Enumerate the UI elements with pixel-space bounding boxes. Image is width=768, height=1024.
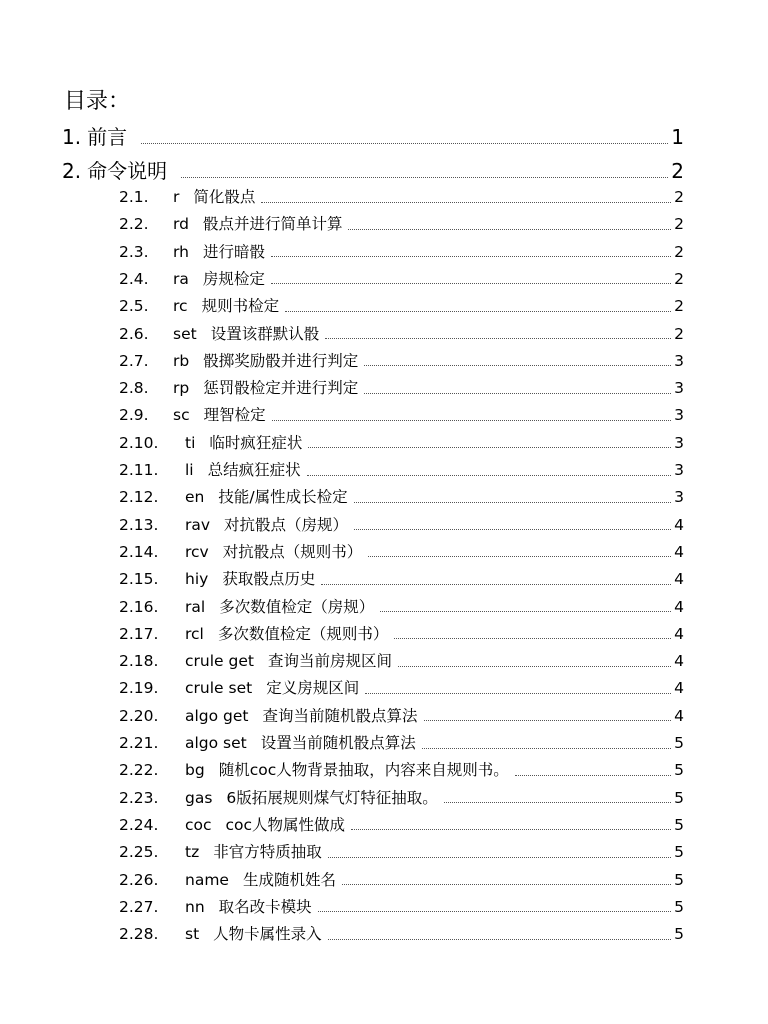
section-number: 2. — [62, 159, 82, 183]
item-number: 2.10. — [119, 433, 159, 452]
item-title: 规则书检定 — [201, 297, 280, 316]
toc-item[interactable] — [119, 622, 684, 644]
toc-item[interactable] — [119, 185, 684, 207]
page-number: 4 — [674, 706, 684, 725]
toc-item[interactable] — [119, 458, 684, 480]
page-number: 5 — [674, 815, 684, 834]
page-number: 4 — [674, 679, 684, 698]
toc-heading: 目录： — [64, 89, 131, 114]
toc-item[interactable] — [119, 895, 684, 917]
item-title: 对抗骰点（房规） — [224, 515, 349, 534]
item-title: 定义房规区间 — [266, 679, 360, 698]
page-number: 2 — [674, 188, 684, 206]
toc-item[interactable] — [119, 431, 684, 453]
item-number: 2.1. — [119, 188, 149, 206]
item-title: 获取骰点历史 — [222, 570, 316, 589]
item-title: 人物卡属性录入 — [213, 925, 322, 944]
section-title: 命令说明 — [87, 159, 168, 183]
dot-leader — [308, 447, 671, 448]
toc-item[interactable] — [119, 349, 684, 371]
item-number: 2.2. — [119, 215, 149, 234]
page-number: 3 — [674, 351, 684, 370]
item-command: rp — [173, 379, 190, 398]
dot-leader — [351, 829, 671, 830]
section-number: 1. — [62, 125, 82, 149]
toc-item[interactable] — [119, 403, 684, 425]
dot-leader — [394, 638, 671, 639]
page-number: 4 — [674, 652, 684, 671]
toc-item[interactable] — [119, 376, 684, 398]
dot-leader — [364, 393, 671, 394]
page-number: 2 — [671, 159, 684, 183]
item-number: 2.14. — [119, 542, 159, 561]
dot-leader — [328, 857, 671, 858]
item-number: 2.5. — [119, 297, 149, 316]
item-command: sc — [173, 406, 190, 425]
toc-item[interactable] — [119, 567, 684, 589]
page-number: 5 — [674, 788, 684, 807]
page-number: 5 — [674, 925, 684, 944]
item-title: 总结疯狂症状 — [207, 461, 301, 479]
toc-item[interactable] — [119, 758, 684, 780]
item-title: coc人物属性做成 — [225, 815, 346, 834]
item-command: crule get — [185, 652, 254, 671]
item-title: 随机coc人物背景抽取，内容来自规则书。 — [218, 761, 509, 780]
item-command: rav — [185, 515, 211, 534]
item-title: 生成随机姓名 — [242, 870, 336, 889]
item-title: 骰掷奖励骰并进行判定 — [203, 351, 359, 370]
item-command: coc — [185, 815, 212, 834]
item-command: set — [173, 324, 197, 343]
item-title: 对抗骰点（规则书） — [222, 542, 363, 561]
toc-item[interactable] — [119, 813, 684, 835]
item-number: 2.19. — [119, 679, 159, 698]
item-number: 2.4. — [119, 269, 149, 288]
item-command: algo get — [185, 706, 249, 725]
dot-leader — [141, 143, 668, 144]
item-number: 2.6. — [119, 324, 149, 343]
item-number: 2.12. — [119, 488, 159, 507]
item-command: tz — [185, 843, 200, 862]
toc-item[interactable] — [119, 267, 684, 289]
dot-leader — [321, 584, 671, 585]
toc-item[interactable] — [119, 786, 684, 808]
dot-leader — [271, 256, 671, 257]
item-number: 2.27. — [119, 897, 159, 916]
toc-item[interactable] — [119, 704, 684, 726]
toc-item[interactable] — [119, 294, 684, 316]
item-command: li — [185, 461, 194, 479]
item-title: 简化骰点 — [193, 188, 256, 206]
item-number: 2.9. — [119, 406, 149, 425]
item-command: st — [185, 925, 200, 944]
toc-item[interactable] — [119, 868, 684, 890]
page-number: 2 — [674, 324, 684, 343]
page-number: 5 — [674, 734, 684, 752]
toc-item[interactable] — [119, 322, 684, 344]
item-command: rd — [173, 215, 189, 234]
section-title: 前言 — [87, 125, 128, 149]
page-number: 4 — [674, 515, 684, 534]
toc-item[interactable] — [119, 212, 684, 234]
page-number: 5 — [674, 843, 684, 862]
item-title: 取名改卡模块 — [218, 897, 312, 916]
page-number: 5 — [674, 761, 684, 780]
page-number: 2 — [674, 269, 684, 288]
dot-leader — [354, 502, 672, 503]
item-command: rcv — [185, 542, 209, 561]
toc-item[interactable] — [119, 731, 684, 753]
item-command: rb — [173, 351, 190, 370]
item-title: 进行暗骰 — [202, 242, 265, 261]
dot-leader — [398, 666, 671, 667]
toc-item[interactable] — [119, 513, 684, 535]
item-title: 惩罚骰检定并进行判定 — [203, 379, 359, 398]
item-title: 理智检定 — [203, 406, 266, 425]
item-number: 2.26. — [119, 870, 159, 889]
item-command: crule set — [185, 679, 253, 698]
item-number: 2.11. — [119, 461, 159, 479]
item-number: 2.21. — [119, 734, 159, 752]
item-command: hiy — [185, 570, 209, 589]
toc-item[interactable] — [119, 540, 684, 562]
toc-item[interactable] — [119, 485, 684, 507]
item-number: 2.28. — [119, 925, 159, 944]
item-number: 2.25. — [119, 843, 159, 862]
item-command: rh — [173, 242, 189, 261]
toc-section-2[interactable] — [62, 155, 684, 184]
item-number: 2.13. — [119, 515, 159, 534]
page-number: 3 — [674, 379, 684, 398]
item-title: 设置该群默认骰 — [210, 324, 320, 343]
page-number: 5 — [674, 897, 684, 916]
item-number: 2.15. — [119, 570, 159, 589]
dot-leader — [285, 311, 671, 312]
item-command: bg — [185, 761, 205, 780]
toc-item[interactable] — [119, 676, 684, 698]
dot-leader — [325, 338, 671, 339]
dot-leader — [354, 529, 671, 530]
item-title: 骰点并进行简单计算 — [202, 215, 343, 234]
item-title: 技能/属性成长检定 — [218, 488, 348, 507]
item-title: 临时疯狂症状 — [209, 433, 303, 452]
page-number: 4 — [674, 624, 684, 643]
item-command: ti — [185, 433, 196, 452]
page-number: 2 — [674, 242, 684, 261]
dot-leader — [342, 884, 671, 885]
dot-leader — [422, 748, 671, 749]
dot-leader — [261, 202, 671, 203]
item-number: 2.22. — [119, 761, 159, 780]
item-title: 多次数值检定（规则书） — [217, 624, 389, 643]
dot-leader — [348, 229, 671, 230]
item-number: 2.16. — [119, 597, 159, 616]
toc-item[interactable] — [119, 922, 684, 944]
dot-leader — [328, 939, 671, 940]
item-title: 多次数值检定（房规） — [219, 597, 375, 616]
dot-leader — [181, 177, 668, 178]
item-title: 查询当前房规区间 — [267, 652, 392, 671]
item-number: 2.23. — [119, 788, 159, 807]
item-number: 2.3. — [119, 242, 149, 261]
toc-item[interactable] — [119, 649, 684, 671]
page-number: 3 — [674, 433, 684, 452]
dot-leader — [364, 365, 671, 366]
page-number: 1 — [671, 125, 684, 149]
item-number: 2.17. — [119, 624, 159, 643]
dot-leader — [307, 475, 671, 476]
item-number: 2.8. — [119, 379, 149, 398]
page-number: 3 — [674, 461, 684, 479]
dot-leader — [380, 611, 671, 612]
page-number: 2 — [674, 297, 684, 316]
dot-leader — [271, 283, 671, 284]
page-number: 4 — [674, 542, 684, 561]
item-title: 房规检定 — [202, 269, 265, 288]
dot-leader — [365, 693, 671, 694]
dot-leader — [424, 720, 672, 721]
item-command: rcl — [185, 624, 204, 643]
dot-leader — [444, 802, 671, 803]
item-command: nn — [185, 897, 205, 916]
item-number: 2.24. — [119, 815, 159, 834]
dot-leader — [318, 911, 671, 912]
toc-item[interactable] — [119, 240, 684, 262]
item-title: 6版拓展规则煤气灯特征抽取。 — [226, 788, 438, 807]
item-command: rc — [173, 297, 188, 316]
item-title: 设置当前随机骰点算法 — [260, 734, 416, 752]
toc-item[interactable] — [119, 595, 684, 617]
page-number: 5 — [674, 870, 684, 889]
toc-item[interactable] — [119, 840, 684, 862]
item-command: gas — [185, 788, 213, 807]
item-number: 2.20. — [119, 706, 159, 725]
dot-leader — [515, 775, 671, 776]
item-title: 非官方特质抽取 — [213, 843, 322, 862]
page-number: 4 — [674, 597, 684, 616]
page-number: 3 — [674, 488, 684, 507]
dot-leader — [368, 556, 671, 557]
toc-section-1[interactable] — [62, 121, 684, 150]
item-command: ral — [185, 597, 206, 616]
item-command: en — [185, 488, 205, 507]
page-number: 4 — [674, 570, 684, 589]
item-title: 查询当前随机骰点算法 — [262, 706, 418, 725]
item-number: 2.18. — [119, 652, 159, 671]
item-command: ra — [173, 269, 189, 288]
item-command: name — [185, 870, 229, 889]
page-number: 2 — [674, 215, 684, 234]
item-number: 2.7. — [119, 351, 149, 370]
page-number: 3 — [674, 406, 684, 425]
item-command: r — [173, 188, 180, 206]
item-command: algo set — [185, 734, 247, 752]
dot-leader — [272, 420, 672, 421]
